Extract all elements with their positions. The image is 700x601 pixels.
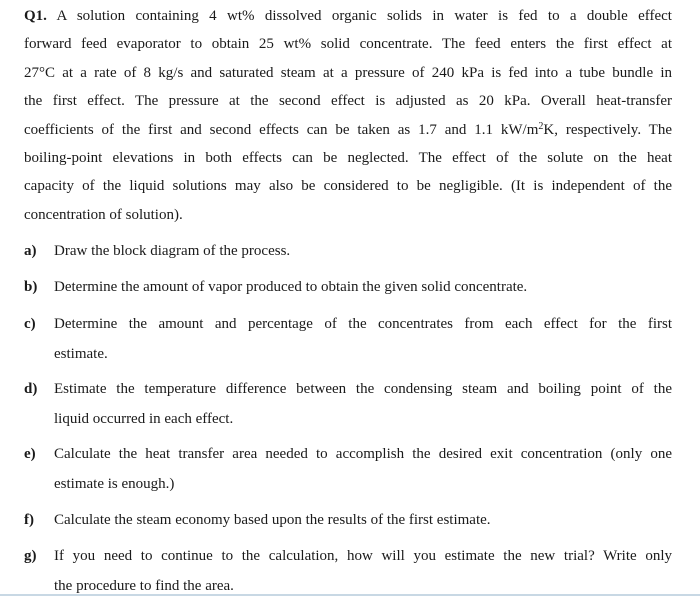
item-letter: c) (24, 316, 36, 332)
item-text: Draw the block diagram of the process. (54, 243, 291, 259)
superscript-two: 2 (538, 120, 544, 132)
item-text: Estimate the temperature difference between the condensing steam and boiling point of the liquid occurred in each effect. (54, 381, 672, 427)
question-line-1: Q1. A solution containing 4 wt% dissolved organic solids in water is fed to a double effect (24, 8, 672, 24)
question-line-4: the first effect. The pressure at the second effect is adjusted as 20 kPa. Overall heat-transfer (24, 93, 672, 110)
item-letter: b) (24, 279, 38, 295)
item-letter: a) (24, 243, 37, 259)
question-line-8: concentration of solution). (24, 206, 183, 223)
item-text: If you need to continue to the calculation, how will you estimate the new trial? Write only the procedure to find the area. (54, 548, 672, 594)
question-line-5: coefficients of the first and second effects can be taken as 1.7 and 1.1 $kW/m^2K$, respectively. The (24, 120, 672, 138)
item-letter: g) (24, 548, 37, 564)
question-line-3: 27°C at a rate of 8 kg/s and saturated steam at a pressure of 240 kPa is fed into a tube bundle in (24, 64, 672, 81)
question-line-6: boiling-point elevations in both effects can be neglected. The effect of the solute on the heat (24, 150, 672, 167)
item-text: Determine the amount of vapor produced to obtain the given solid concentrate. (54, 279, 528, 295)
item-letter: e) (24, 446, 36, 462)
item-text: Calculate the heat transfer area needed to accomplish the desired exit concentration (only one estimate is enough.) (54, 446, 672, 492)
question-line-7: capacity of the liquid solutions may also be considered to be negligible. (It is independent of the (24, 178, 672, 195)
question-statement (24, 2, 672, 229)
question-number: Q1. (24, 8, 47, 24)
item-letter: f) (24, 512, 34, 528)
bottom-divider (0, 594, 700, 596)
question-line-2: forward feed evaporator to obtain 25 wt% solid concentrate. The feed enters the first effect at (24, 36, 672, 53)
item-text: Calculate the steam economy based upon the results of the first estimate. (54, 512, 491, 528)
item-text: Determine the amount and percentage of the concentrates from each effect for the first estimate. (54, 316, 672, 362)
item-letter: d) (24, 381, 38, 397)
